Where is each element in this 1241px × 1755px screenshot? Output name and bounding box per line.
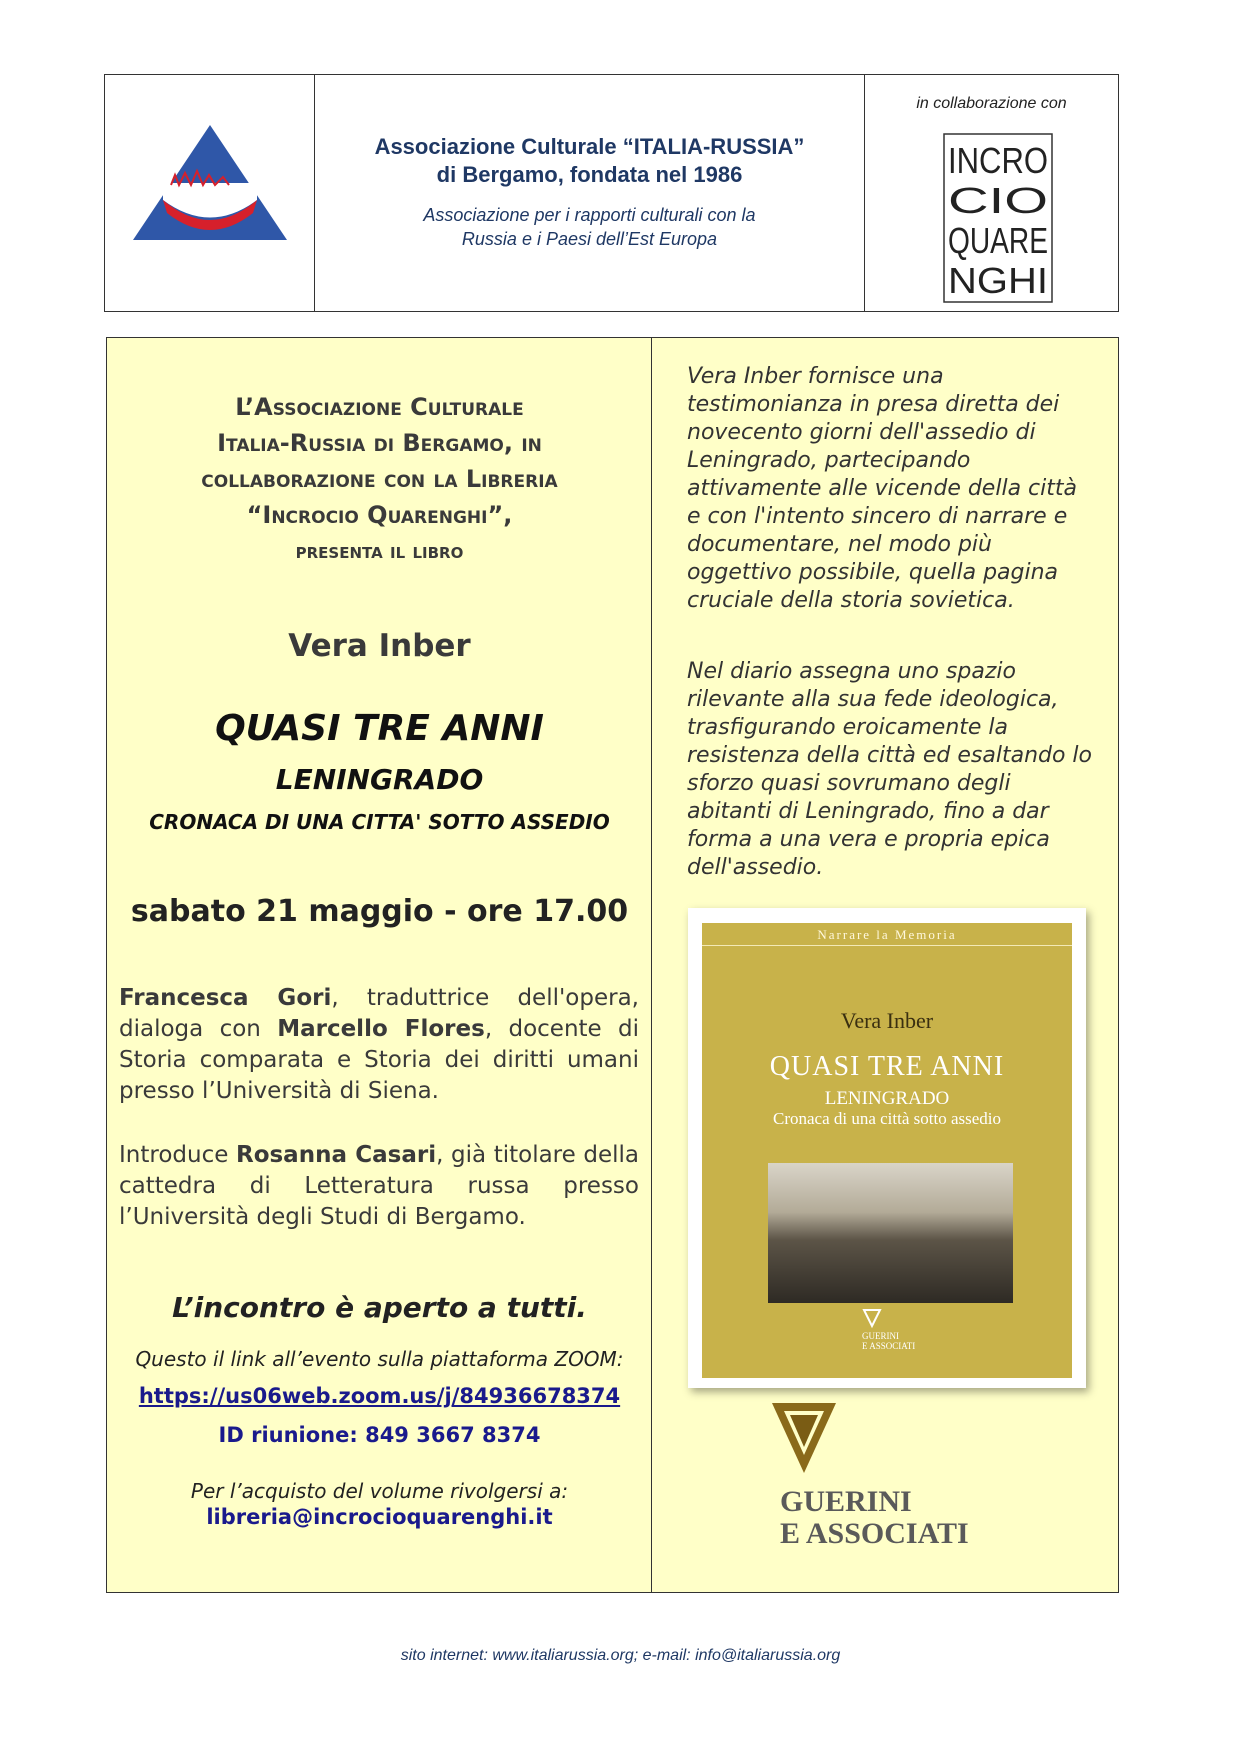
publisher-line: GUERINI	[780, 1485, 912, 1518]
paragraph-text: , già titolare della cattedra di Letteratura russa presso l’Università degli Studi di Bergamo.	[119, 1142, 639, 1230]
cover-subtitle: LENINGRADO	[824, 1088, 950, 1109]
speaker-name: Francesca Gori	[119, 985, 332, 1011]
italia-russia-logo-icon	[105, 75, 314, 313]
speakers-paragraph	[119, 983, 639, 1107]
zoom-label: Questo il link all’evento sulla piattaforma ZOOM:	[135, 1347, 624, 1371]
main-panel	[106, 337, 1119, 1593]
association-logo-cell	[105, 75, 315, 311]
cover-author: Vera Inber	[840, 1008, 934, 1033]
association-subtitle-line2: Russia e i Paesi dell’Est Europa	[461, 229, 718, 249]
paragraph-text: , traduttrice dell'opera, dialoga con	[119, 985, 639, 1042]
speaker-name: Marcello Flores	[277, 1016, 485, 1042]
book-author: Vera Inber	[288, 628, 471, 664]
cover-series: Narrare la Memoria	[702, 925, 1072, 946]
header-table	[104, 74, 1119, 312]
paragraph-text: Introduce	[119, 1142, 236, 1168]
right-column	[652, 338, 1118, 1592]
open-to-all-text: L’incontro è aperto a tutti.	[172, 1291, 587, 1324]
svg-text:CIO: CIO	[948, 180, 1048, 221]
partner-cell	[865, 75, 1118, 311]
cover-subtitle-2: Cronaca di una città sotto assedio	[772, 1109, 1002, 1128]
cover-publisher-line: GUERINI	[862, 1331, 899, 1341]
intro-text	[107, 389, 652, 569]
zoom-meeting-id: ID riunione: 849 3667 8374	[218, 1423, 541, 1447]
association-subtitle-line1: Associazione per i rapporti culturali con la	[423, 205, 756, 225]
cover-publisher-logo-icon	[862, 1308, 882, 1328]
purchase-label: Per l’acquisto del volume rivolgersi a:	[190, 1479, 569, 1503]
footer-contacts: sito internet: www.italiarussia.org; e-mail: info@italiarussia.org	[400, 1647, 841, 1664]
description-paragraph-1: Vera Inber fornisce una testimonianza in presa diretta dei novecento giorni dell'assedio di Leningrado, partecipando attivamente alle vicende della città e con l'intento sincero di narrare e documentare, nel modo più oggettivo possibile, quella pagina cruciale della storia sovietica.	[687, 364, 1077, 613]
cover-publisher-line: E ASSOCIATI	[862, 1341, 916, 1351]
publisher-line: E ASSOCIATI	[780, 1517, 969, 1550]
paragraph-text: , docente di Storia comparata e Storia dei diritti umani presso l’Università di Siena.	[119, 1016, 640, 1104]
book-subtitle: LENINGRADO	[275, 763, 484, 796]
description-paragraph-2: Nel diario assegna uno spazio rilevante alla sua fede ideologica, trasfigurando eroicamente la resistenza della città ed esaltando lo sforzo quasi sovrumano degli abitanti di Leningrado, fino a dar forma a una vera e propria epica dell'assedio.	[687, 659, 1093, 880]
intro-line: presenta il libro	[295, 539, 464, 563]
book-subtitle-2: CRONACA DI UNA CITTA' SOTTO ASSEDIO	[149, 810, 610, 834]
association-title-line2: di Bergamo, fondata nel 1986	[436, 162, 743, 187]
svg-text:INCRO: INCRO	[948, 140, 1048, 181]
svg-text:QUARE: QUARE	[948, 220, 1048, 261]
intro-line: L’Associazione Culturale	[235, 393, 524, 421]
event-date: sabato 21 maggio - ore 17.00	[130, 894, 629, 929]
intro-line: “Incrocio Quarenghi”,	[246, 501, 513, 529]
left-column	[107, 338, 652, 1592]
collab-label: in collaborazione con	[916, 95, 1067, 112]
purchase-email-link[interactable]: libreria@incrocioquarenghi.it	[206, 1505, 553, 1529]
association-info-cell	[315, 75, 865, 311]
introducer-paragraph	[119, 1140, 639, 1233]
association-title-line1: Associazione Culturale “ITALIA-RUSSIA”	[374, 134, 805, 159]
book-title: QUASI TRE ANNI	[215, 708, 544, 749]
cover-publisher	[862, 1331, 942, 1351]
intro-line: Italia-Russia di Bergamo, in	[217, 429, 542, 457]
publisher-name	[780, 1486, 969, 1550]
introducer-name: Rosanna Casari	[235, 1142, 437, 1168]
incrocio-quarenghi-logo-icon	[943, 133, 1053, 303]
cover-photo	[768, 1163, 1013, 1303]
zoom-link[interactable]: https://us06web.zoom.us/j/84936678374	[138, 1384, 621, 1408]
svg-text:NGHI: NGHI	[948, 260, 1048, 301]
book-cover	[702, 923, 1072, 1378]
intro-line: collaborazione con la Libreria	[201, 465, 558, 493]
cover-title: QUASI TRE ANNI	[769, 1051, 1005, 1082]
